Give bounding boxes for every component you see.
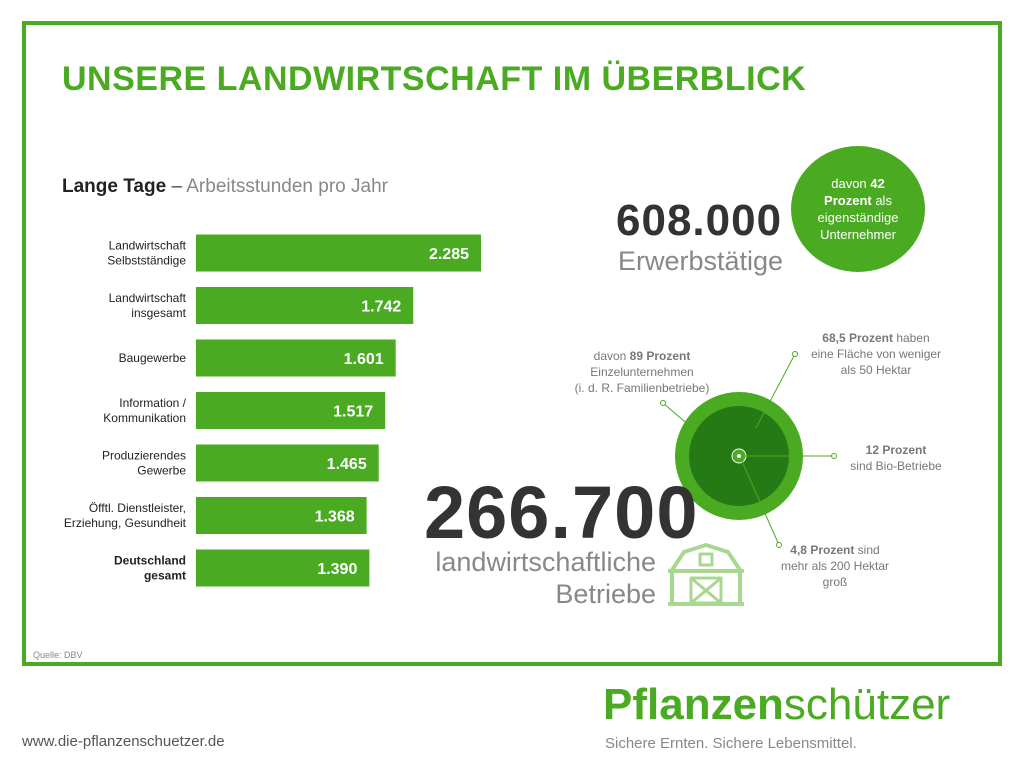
category-label: Selbstständige — [107, 253, 186, 268]
farms-label-line-2: Betriebe — [555, 579, 656, 609]
bar-value-label: 1.742 — [361, 298, 402, 316]
workers-number: 608.000 — [616, 196, 783, 245]
category-label: Produzierendes — [101, 448, 186, 463]
category-label: Baugewerbe — [118, 351, 186, 365]
organic-annotation-line-1: 12 Prozent — [865, 443, 927, 457]
category-label: Landwirtschaft — [108, 291, 186, 305]
category-label: gesamt — [143, 568, 186, 583]
connector-family-end — [661, 401, 666, 406]
farms-label — [420, 546, 656, 610]
brand-logo — [603, 680, 950, 730]
category-label: insgesamt — [131, 306, 186, 320]
large-farm-annotation — [769, 542, 901, 590]
brand-logo-light: schützer — [783, 680, 951, 729]
workers-label: Erwerbstätige — [618, 246, 784, 276]
circle-line-4: Unternehmer — [820, 227, 896, 242]
brand-logo-bold: Pflanzen — [603, 680, 784, 729]
organic-annotation — [840, 442, 952, 474]
organic-annotation-line-2: sind Bio-Betriebe — [850, 459, 942, 473]
page-title: UNSERE LANDWIRTSCHAFT IM ÜBERBLICK — [62, 60, 807, 98]
connector-family — [663, 403, 691, 427]
small-area-annotation — [795, 330, 957, 378]
farms-number: 266.700 — [424, 471, 699, 554]
category-label: Gewerbe — [137, 463, 186, 478]
category-label: Landwirtschaft — [108, 238, 186, 253]
bar-value-label: 2.285 — [428, 246, 469, 263]
category-label: Information / — [119, 396, 186, 410]
brand-tagline: Sichere Ernten. Sichere Lebensmittel. — [605, 735, 857, 752]
bar-value-label: 1.368 — [314, 508, 355, 526]
small-area-annotation-line-2: eine Fläche von weniger — [810, 347, 942, 361]
bar-value-label: 1.465 — [326, 456, 367, 473]
circle-line-2: Prozent als — [824, 193, 892, 208]
small-area-annotation-line-1: 68,5 Prozent haben — [822, 331, 930, 345]
family-annotation-line-2: Einzelunternehmen — [590, 365, 694, 379]
chart-heading-separator: – — [166, 176, 187, 197]
family-annotation — [563, 348, 721, 396]
family-annotation-line-3: (i. d. R. Familienbetriebe) — [574, 381, 710, 395]
category-label: Kommunikation — [103, 411, 186, 425]
chart-heading-bold: Lange Tage — [62, 176, 167, 197]
bar-value-label: 1.601 — [343, 351, 384, 368]
connector-organic-end — [832, 454, 837, 459]
farms-label-line-1: landwirtschaftliche — [435, 547, 656, 577]
category-label: Erziehung, Gesundheit — [63, 516, 186, 530]
circle-line-3: eigenständige — [817, 210, 899, 225]
bar-value-label: 1.390 — [317, 561, 358, 578]
family-annotation-line-1: davon 89 Prozent — [593, 349, 691, 363]
chart-heading-subtitle: Arbeitsstunden pro Jahr — [186, 176, 388, 197]
large-farm-annotation-line-1: 4,8 Prozent sind — [790, 543, 880, 557]
center-dot — [737, 454, 741, 458]
large-farm-annotation-line-2: mehr als 200 Hektar — [780, 559, 890, 573]
large-farm-annotation-line-3: groß — [822, 575, 848, 589]
category-label: Deutschland — [113, 553, 186, 568]
bar-value-label: 1.517 — [333, 403, 374, 421]
source-note: Quelle: DBV — [33, 650, 83, 660]
category-label: Öfftl. Dienstleister, — [88, 501, 186, 515]
circle-line-1: davon 42 — [831, 176, 885, 191]
small-area-annotation-line-3: als 50 Hektar — [840, 363, 912, 377]
website-url: www.die-pflanzenschuetzer.de — [22, 733, 225, 750]
